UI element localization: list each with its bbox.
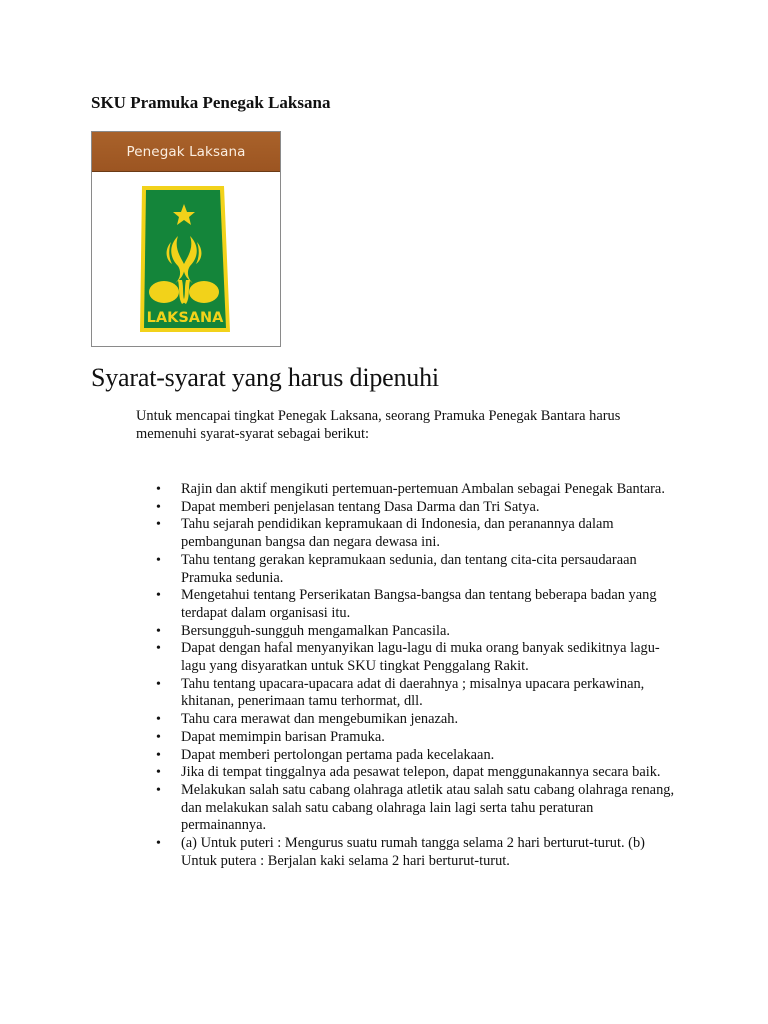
list-item-text: Dapat memberi penjelasan tentang Dasa Darma dan Tri Satya. [181, 498, 540, 515]
list-item-text: Mengetahui tentang Perserikatan Bangsa-bangsa dan tentang beberapa badan yang terdapat dalam organisasi itu. [181, 587, 657, 621]
intro-paragraph: Untuk mencapai tingkat Penegak Laksana, seorang Pramuka Penegak Bantara harus memenuhi syarat-syarat sebagai berikut: [136, 408, 621, 442]
bullet-icon: • [156, 623, 161, 639]
list-item-text: Melakukan salah satu cabang olahraga atletik atau salah satu cabang olahraga renang, dan melakukan salah satu cabang olahraga lain lagi serta tahu peraturan permainannya. [181, 781, 675, 834]
section-heading: Syarat-syarat yang harus dipenuhi [91, 363, 439, 392]
list-item-text: Bersungguh-sungguh mengamalkan Pancasila. [181, 622, 450, 639]
list-item-text: Dapat memberi pertolongan pertama pada kecelakaan. [181, 746, 495, 763]
list-item-text: Dapat memimpin barisan Pramuka. [181, 728, 385, 745]
list-item-text: Rajin dan aktif mengikuti pertemuan-pertemuan Ambalan sebagai Penegak Bantara. [181, 481, 665, 497]
list-item [136, 516, 676, 551]
list-item [136, 711, 676, 729]
bullet-icon: • [156, 588, 161, 604]
list-item [136, 835, 676, 870]
bullet-icon: • [156, 641, 161, 657]
bullet-icon: • [156, 517, 161, 533]
list-item [136, 764, 676, 782]
document-title: SKU Pramuka Penegak Laksana [91, 93, 331, 112]
bullet-icon: • [156, 729, 161, 745]
bullet-icon: • [156, 836, 161, 852]
list-item-text: Tahu tentang gerakan kepramukaan sedunia, dan tentang cita-cita persaudaraan Pramuka sedunia. [181, 551, 637, 586]
badge-header-label: Penegak Laksana [126, 143, 246, 160]
rank-badge-icon [138, 184, 234, 334]
bullet-icon: • [156, 712, 161, 728]
list-item [136, 729, 676, 747]
list-item-text: Tahu sejarah pendidikan kepramukaan di Indonesia, dan peranannya dalam pembangunan bangsa dan negara dewasa ini. [181, 516, 614, 551]
list-item [136, 640, 676, 675]
list-item-text: Tahu cara merawat dan mengebumikan jenazah. [181, 711, 459, 728]
list-item-text: (a) Untuk puteri : Mengurus suatu rumah tangga selama 2 hari berturut-turut. (b) Untuk putera : Berjalan kaki selama 2 hari berturut-turut. [181, 835, 645, 869]
list-item [136, 747, 676, 765]
bullet-icon: • [156, 482, 161, 497]
badge-image [91, 131, 281, 347]
bullet-icon: • [156, 765, 161, 781]
list-item [136, 499, 676, 517]
badge-text: LAKSANA [146, 310, 224, 326]
bullet-icon: • [156, 552, 161, 568]
list-item [136, 623, 676, 641]
list-item [136, 552, 676, 587]
bullet-icon: • [156, 499, 161, 515]
badge-header [92, 132, 280, 172]
bullet-icon: • [156, 782, 161, 798]
bullet-icon: • [156, 676, 161, 692]
list-item-text: Jika di tempat tinggalnya ada pesawat telepon, dapat menggunakannya secara baik. [181, 764, 661, 781]
list-item [136, 481, 676, 499]
list-item [136, 676, 676, 711]
list-item [136, 587, 676, 622]
bullet-icon: • [156, 747, 161, 763]
list-item-text: Tahu tentang upacara-upacara adat di daerahnya ; misalnya upacara perkawinan, khitanan, penerimaan tamu terhormat, dll. [181, 675, 645, 710]
requirements-list [136, 481, 676, 870]
list-item [136, 782, 676, 835]
list-item-text: Dapat dengan hafal menyanyikan lagu-lagu di muka orang banyak sedikitnya lagu-lagu yang disyaratkan untuk SKU tingkat Penggalang Rakit. [181, 640, 660, 675]
